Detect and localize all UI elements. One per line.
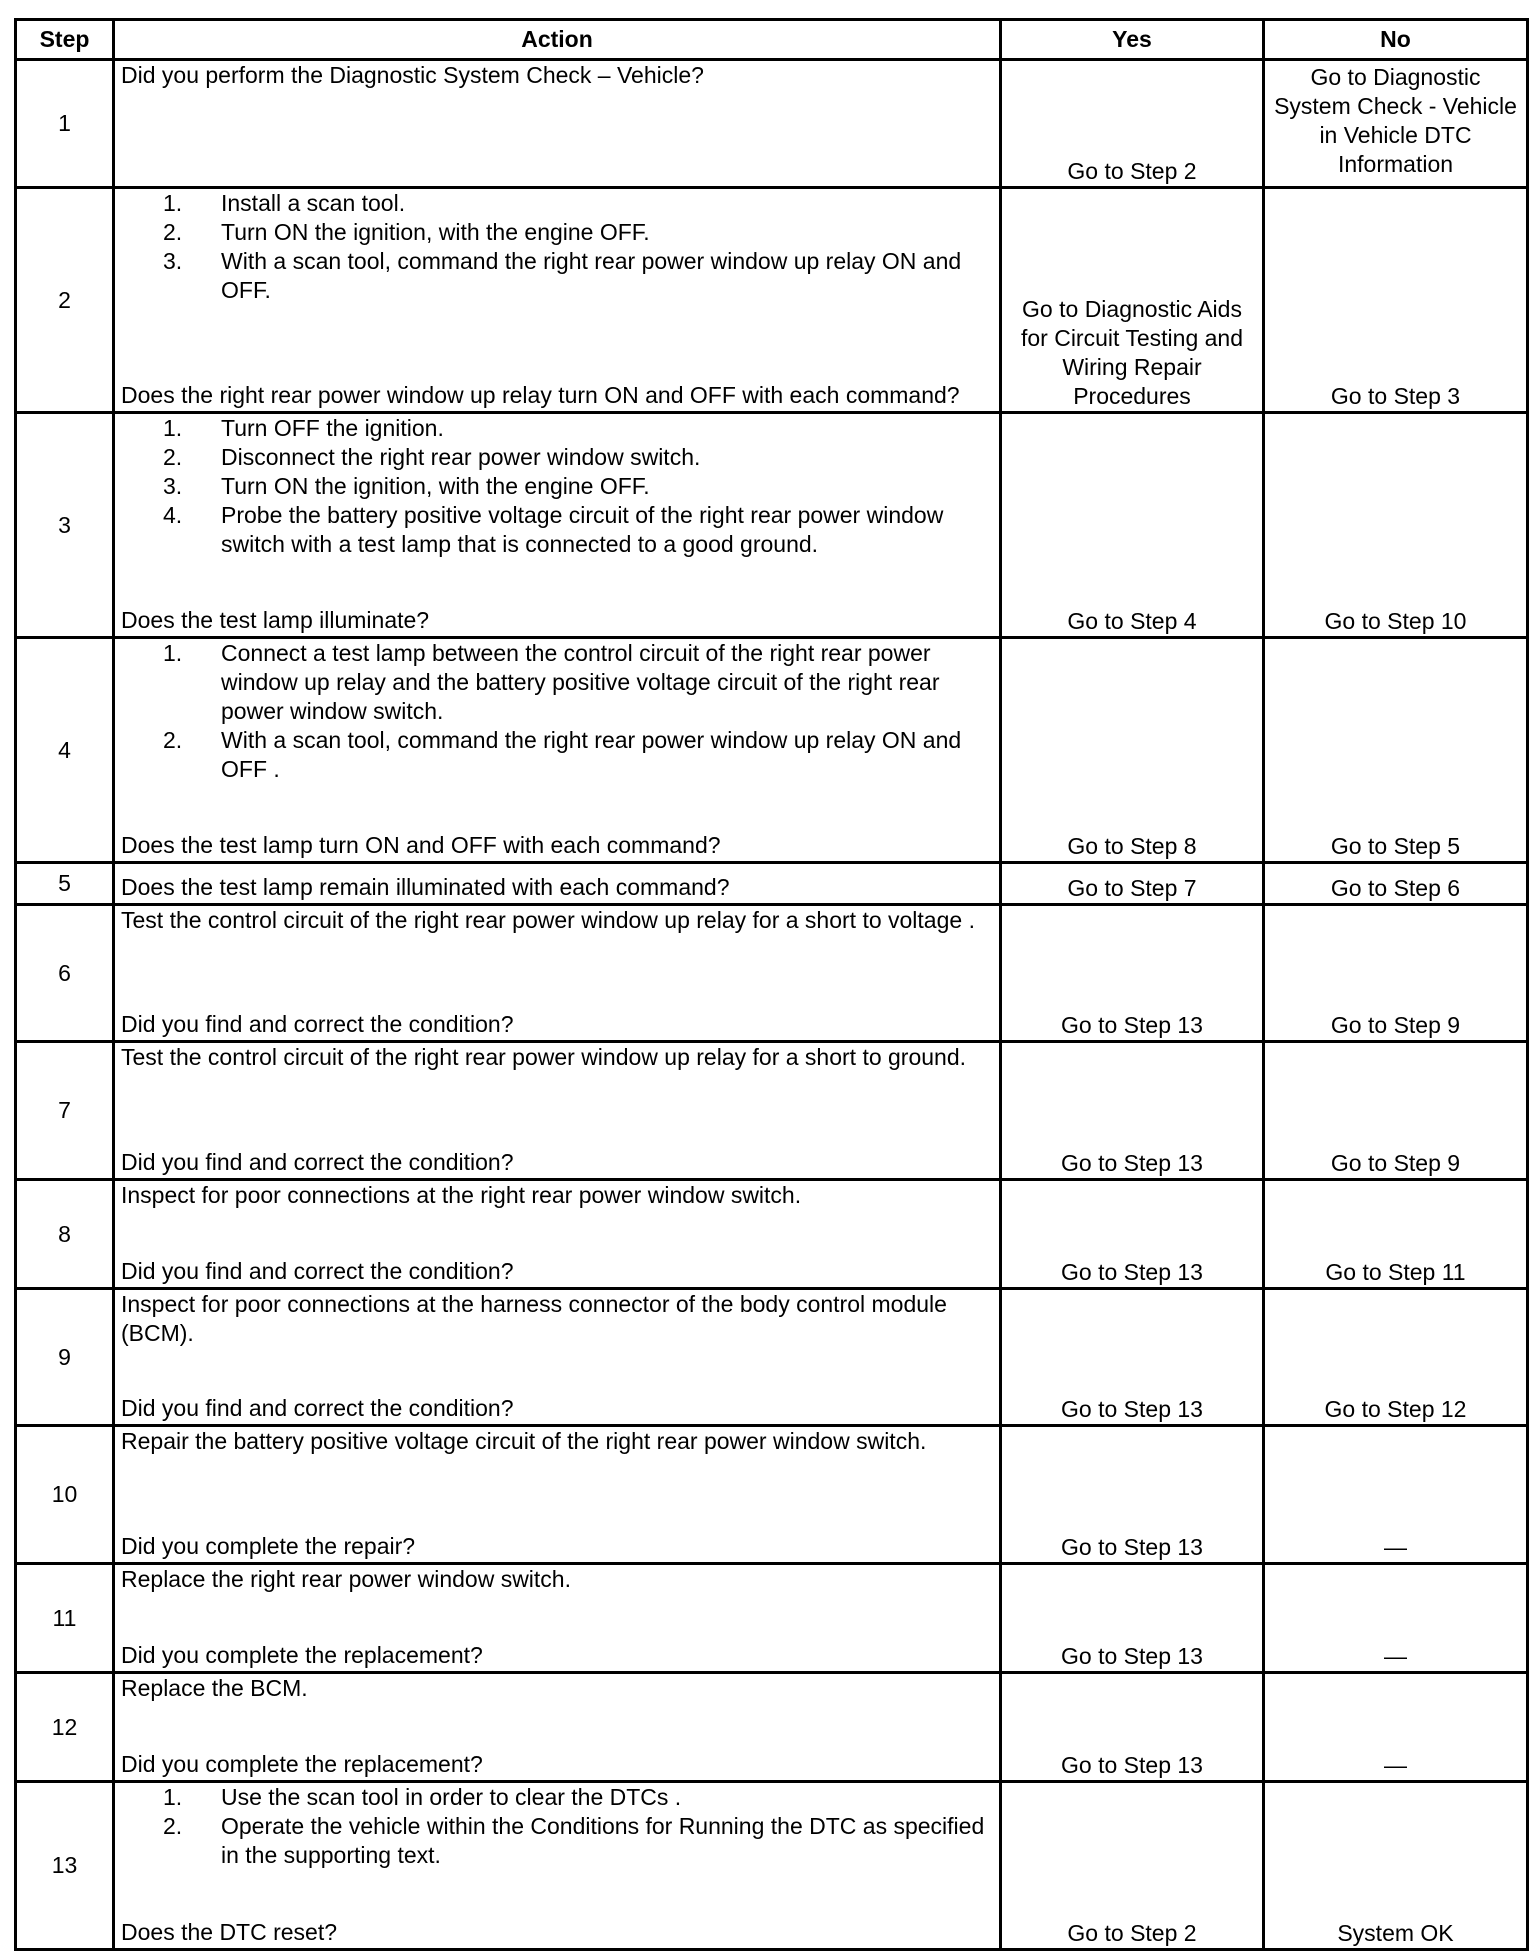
action-instruction: Inspect for poor connections at the harness connector of the body control module (BCM). — [121, 1291, 947, 1346]
table-row — [16, 1564, 1528, 1673]
table-row — [16, 638, 1528, 863]
table-row — [16, 905, 1528, 1042]
list-item-number: 2. — [163, 727, 183, 753]
table-row — [16, 413, 1528, 638]
no-result: Go to Diagnostic System Check - Vehicle in Vehicle DTC Information — [1264, 60, 1528, 188]
diagnostic-table — [14, 18, 1529, 1951]
action-question: Does the test lamp turn ON and OFF with each command? — [121, 832, 721, 858]
action-step-list — [121, 639, 993, 784]
yes-result: Go to Step 13 — [1001, 1673, 1264, 1782]
list-item — [121, 1783, 993, 1812]
action-cell — [114, 413, 1001, 638]
list-item-text: Install a scan tool. — [221, 190, 406, 216]
table-row — [16, 60, 1528, 188]
no-result: Go to Step 12 — [1264, 1289, 1528, 1426]
action-instruction: Test the control circuit of the right rear power window up relay for a short to voltage . — [121, 907, 975, 933]
yes-result: Go to Step 8 — [1001, 638, 1264, 863]
list-item — [121, 726, 993, 784]
action-instruction: Replace the right rear power window switch. — [121, 1566, 571, 1592]
header-yes: Yes — [1001, 20, 1264, 60]
list-item-number: 1. — [163, 1784, 183, 1810]
step-number: 4 — [16, 638, 114, 863]
action-cell — [114, 1180, 1001, 1289]
no-result: Go to Step 10 — [1264, 413, 1528, 638]
action-instruction: Did you perform the Diagnostic System Check – Vehicle? — [121, 62, 704, 88]
step-number: 2 — [16, 188, 114, 413]
action-cell — [114, 1289, 1001, 1426]
action-question: Did you complete the replacement? — [121, 1642, 483, 1668]
action-instruction: Repair the battery positive voltage circuit of the right rear power window switch. — [121, 1428, 927, 1454]
action-cell — [114, 638, 1001, 863]
action-cell — [114, 1564, 1001, 1673]
list-item-number: 1. — [163, 190, 183, 216]
no-result: Go to Step 3 — [1264, 188, 1528, 413]
no-result: Go to Step 9 — [1264, 905, 1528, 1042]
list-item — [121, 443, 993, 472]
action-question: Does the DTC reset? — [121, 1919, 338, 1945]
action-instruction: Test the control circuit of the right rear power window up relay for a short to ground. — [121, 1044, 967, 1070]
step-number: 10 — [16, 1426, 114, 1564]
list-item-text: Turn OFF the ignition. — [221, 415, 444, 441]
action-cell — [114, 1782, 1001, 1950]
yes-result: Go to Step 2 — [1001, 60, 1264, 188]
no-result: Go to Step 9 — [1264, 1042, 1528, 1180]
step-number: 12 — [16, 1673, 114, 1782]
action-cell — [114, 905, 1001, 1042]
action-question: Does the test lamp illuminate? — [121, 607, 430, 633]
action-step-list — [121, 414, 993, 559]
yes-result: Go to Step 13 — [1001, 1180, 1264, 1289]
yes-result: Go to Diagnostic Aids for Circuit Testing and Wiring Repair Procedures — [1001, 188, 1264, 413]
no-result: — — [1264, 1564, 1528, 1673]
list-item — [121, 472, 993, 501]
yes-result: Go to Step 4 — [1001, 413, 1264, 638]
action-question: Did you find and correct the condition? — [121, 1395, 514, 1421]
action-instruction: Inspect for poor connections at the right rear power window switch. — [121, 1182, 802, 1208]
list-item-number: 1. — [163, 415, 183, 441]
header-row — [16, 20, 1528, 60]
yes-result: Go to Step 13 — [1001, 1042, 1264, 1180]
list-item-text: With a scan tool, command the right rear power window up relay ON and OFF . — [221, 727, 962, 782]
no-result: — — [1264, 1673, 1528, 1782]
action-cell — [114, 1426, 1001, 1564]
action-cell — [114, 60, 1001, 188]
action-question: Does the test lamp remain illuminated with each command? — [121, 874, 730, 900]
list-item — [121, 639, 993, 726]
table-body — [16, 60, 1528, 1950]
action-question: Did you find and correct the condition? — [121, 1149, 514, 1175]
yes-result: Go to Step 2 — [1001, 1782, 1264, 1950]
table-row — [16, 863, 1528, 905]
step-number: 3 — [16, 413, 114, 638]
action-step-list — [121, 1783, 993, 1870]
list-item — [121, 1812, 993, 1870]
list-item-text: Disconnect the right rear power window switch. — [221, 444, 701, 470]
table-row — [16, 1180, 1528, 1289]
yes-result: Go to Step 13 — [1001, 1426, 1264, 1564]
list-item-number: 2. — [163, 219, 183, 245]
list-item-number: 3. — [163, 473, 183, 499]
list-item-text: Operate the vehicle within the Conditions for Running the DTC as specified in the supporting text. — [221, 1813, 985, 1868]
step-number: 13 — [16, 1782, 114, 1950]
list-item-text: Turn ON the ignition, with the engine OFF. — [221, 219, 650, 245]
step-number: 1 — [16, 60, 114, 188]
list-item-number: 3. — [163, 248, 183, 274]
step-number: 5 — [16, 863, 114, 905]
table-row — [16, 1289, 1528, 1426]
table-row — [16, 1042, 1528, 1180]
header-action: Action — [114, 20, 1001, 60]
table-row — [16, 1782, 1528, 1950]
action-step-list — [121, 189, 993, 305]
table-row — [16, 1426, 1528, 1564]
no-result: Go to Step 11 — [1264, 1180, 1528, 1289]
action-question: Did you complete the replacement? — [121, 1751, 483, 1777]
step-number: 9 — [16, 1289, 114, 1426]
no-result: System OK — [1264, 1782, 1528, 1950]
no-result: Go to Step 5 — [1264, 638, 1528, 863]
step-number: 6 — [16, 905, 114, 1042]
action-instruction: Replace the BCM. — [121, 1675, 308, 1701]
action-question: Did you find and correct the condition? — [121, 1011, 514, 1037]
list-item-text: With a scan tool, command the right rear power window up relay ON and OFF. — [221, 248, 962, 303]
list-item-text: Probe the battery positive voltage circuit of the right rear power window switch with a test lamp that is connected to a good ground. — [221, 502, 944, 557]
table-row — [16, 188, 1528, 413]
action-cell — [114, 1042, 1001, 1180]
no-result: Go to Step 6 — [1264, 863, 1528, 905]
action-question: Did you find and correct the condition? — [121, 1258, 514, 1284]
list-item-text: Turn ON the ignition, with the engine OFF. — [221, 473, 650, 499]
action-cell — [114, 863, 1001, 905]
action-cell — [114, 188, 1001, 413]
step-number: 8 — [16, 1180, 114, 1289]
list-item — [121, 247, 993, 305]
list-item — [121, 414, 993, 443]
header-no: No — [1264, 20, 1528, 60]
yes-result: Go to Step 13 — [1001, 1564, 1264, 1673]
list-item-text: Use the scan tool in order to clear the DTCs . — [221, 1784, 682, 1810]
list-item — [121, 218, 993, 247]
no-result: — — [1264, 1426, 1528, 1564]
list-item-number: 2. — [163, 444, 183, 470]
step-number: 11 — [16, 1564, 114, 1673]
list-item-number: 2. — [163, 1813, 183, 1839]
action-cell — [114, 1673, 1001, 1782]
yes-result: Go to Step 7 — [1001, 863, 1264, 905]
list-item — [121, 189, 993, 218]
list-item-number: 1. — [163, 640, 183, 666]
list-item-text: Connect a test lamp between the control circuit of the right rear power window up relay and the battery positive voltage circuit of the right rear power window switch. — [221, 640, 940, 724]
list-item-number: 4. — [163, 502, 183, 528]
yes-result: Go to Step 13 — [1001, 905, 1264, 1042]
table-row — [16, 1673, 1528, 1782]
step-number: 7 — [16, 1042, 114, 1180]
yes-result: Go to Step 13 — [1001, 1289, 1264, 1426]
header-step: Step — [16, 20, 114, 60]
action-question: Does the right rear power window up relay turn ON and OFF with each command? — [121, 382, 960, 408]
action-question: Did you complete the repair? — [121, 1533, 416, 1559]
list-item — [121, 501, 993, 559]
